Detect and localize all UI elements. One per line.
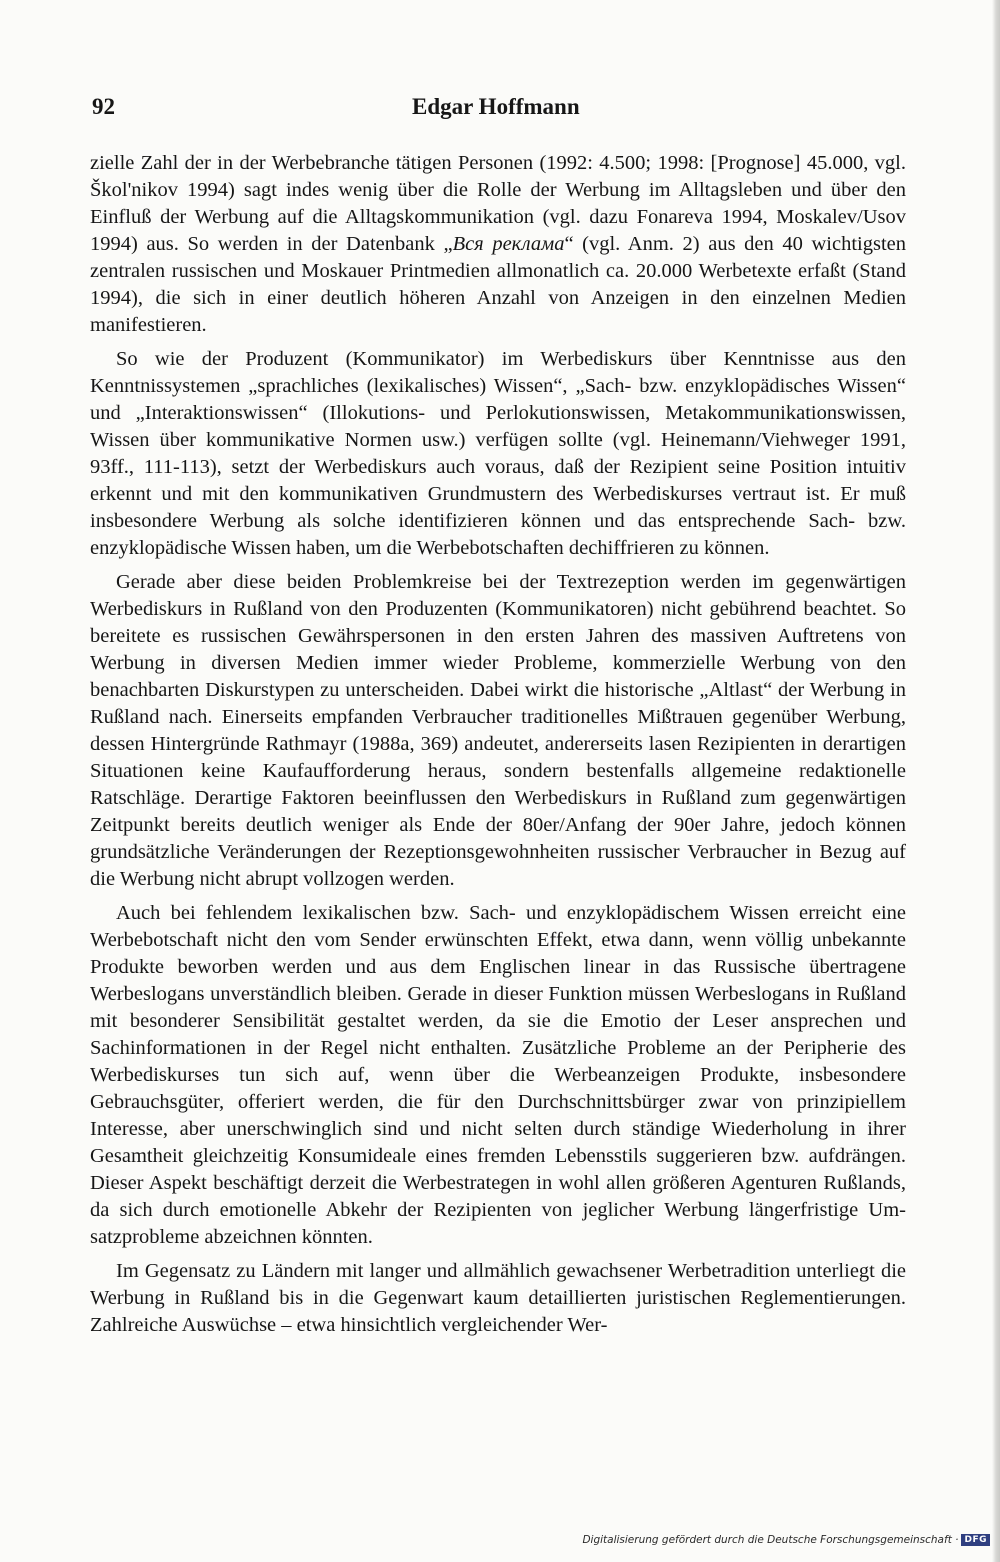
paragraph-1-part-a: zielle Zahl der in der Werbebranche tätigen Personen (1992: 4.500; 1998: [Prognose] 45.000, vgl. Škol'nikov 1994) sagt indes wenig über die Rolle der Werbung im Alltagsleben und über den Einfluß der Werbung auf die Alltagskommunikation (vgl. dazu Fonareva 1994, Moskalev/Usov 1994) aus. So werden in der Datenbank „ — [90, 152, 906, 255]
paragraph-5: Im Gegensatz zu Ländern mit langer und allmählich gewachsener Werbetradition unterliegt die Werbung in Rußland bis in die Gegenwart kaum detaillierten juristischen Reglementierungen. Zahlreiche Auswüchse – etwa hinsichtlich vergleichender Wer- — [90, 1260, 906, 1336]
page-binding-edge — [992, 0, 1000, 1562]
cyrillic-database-name: Вся реклама — [452, 233, 565, 255]
digitization-footer — [582, 1534, 990, 1546]
digitization-credit: Digitalisierung gefördert durch die Deutsche Forschungsgemeinschaft · — [582, 1534, 959, 1546]
page-number: 92 — [92, 94, 115, 119]
paragraph-2: So wie der Produzent (Kommunikator) im Werbediskurs über Kenntnisse aus den Kenntnissystemen „sprachliches (lexikalisches) Wissen“, „Sach- bzw. enzyklopädisches Wissen“ und „Interaktionswissen“ (Illokutions- und Perlokutionswissen, Metakommunikationswissen, Wissen über kommunikative Normen usw.) verfügen sollte (vgl. Heinemann/Viehweger 1991, 93ff., 111-113), setzt der Werbediskurs auch voraus, daß der Rezipient seine Position intuitiv erkennt und mit den kommunikativen Grundmustern des Werbediskurses vertraut ist. Er muß insbesondere Werbung als solche identifizieren können und das entsprechende Sach- bzw. enzyklopädische Wissen haben, um die Werbebotschaften dechiffrieren zu können. — [90, 348, 906, 559]
paragraph-1-part-b: “ (vgl. Anm. 2) aus den 40 wichtigsten zentralen russischen und Moskauer Printmedien allmonatlich ca. 20.000 Werbetexte erfaßt (Stand 1994), die sich in einer deutlich höheren Anzahl von Anzeigen in den einzelnen Medien manifestieren. — [90, 233, 906, 336]
paragraph-4: Auch bei fehlendem lexikalischen bzw. Sach- und enzyklopädischem Wissen erreicht eine Werbebotschaft nicht den vom Sender erwünschten Effekt, etwa dann, wenn völlig unbekannte Produkte beworben werden und aus dem Englischen linear in das Russische übertragene Werbeslogans unverständlich bleiben. Gerade in dieser Funktion müssen Werbeslogans in Rußland mit besonderer Sensibilität gestaltet werden, da sie die Emotio der Leser ansprechen und Sachinformationen in der Regel nicht enthalten. Zusätzliche Probleme an der Peripherie des Werbediskurses tun sich auf, wenn über die Werbeanzeigen Produkte, insbesondere Gebrauchsgüter, offeriert werden, die für den Durchschnittsbürger zwar von prinzipiellem Interesse, aber unerschwinglich sind und nicht selten durch ständige Wiederholung in ihrer Gesamtheit gleichzeitig Konsumideale eines fremden Lebensstils suggerieren bzw. aufdrängen. Dieser Aspekt beschäftigt derzeit die Werbestrategen in wohl allen größeren Agenturen Rußlands, da sich durch emotionelle Abkehr der Rezipienten von jeglicher Werbung längerfristige Umsatzprobleme abzeichnen könnten. — [90, 902, 906, 1248]
dfg-logo-icon: DFG — [961, 1534, 990, 1546]
paragraph-3: Gerade aber diese beiden Problemkreise bei der Textrezeption werden im gegenwärtigen Werbediskurs in Rußland von den Produzenten (Kommunikatoren) nicht gebührend beachtet. So bereitete es russischen Gewährspersonen in den ersten Jahren des massiven Auftretens von Werbung in diversen Medien immer wieder Probleme, kommerzielle Werbung von den benachbarten Diskurstypen zu unterscheiden. Dabei wirkt die historische „Altlast“ der Werbung in Rußland nach. Einerseits empfanden Verbraucher traditionelles Mißtrauen gegenüber Werbung, dessen Hintergründe Rathmayr (1988a, 369) andeutet, andererseits lasen Rezipienten in derartigen Situationen keine Kaufaufforderung heraus, sondern bestenfalls allgemeine redaktionelle Ratschläge. Derartige Faktoren beeinflussen den Werbediskurs in Rußland zum gegenwärtigen Zeitpunkt bereits deutlich weniger als Ende der 80er/Anfang der 90er Jahre, jedoch können grundsätzliche Veränderungen der Rezeptionsgewohnheiten russischer Verbraucher in Bezug auf die Werbung nicht abrupt vollzogen werden. — [90, 571, 906, 890]
body-text — [90, 150, 906, 1339]
running-head: Edgar Hoffmann — [412, 94, 580, 119]
paragraph-1 — [90, 150, 906, 339]
